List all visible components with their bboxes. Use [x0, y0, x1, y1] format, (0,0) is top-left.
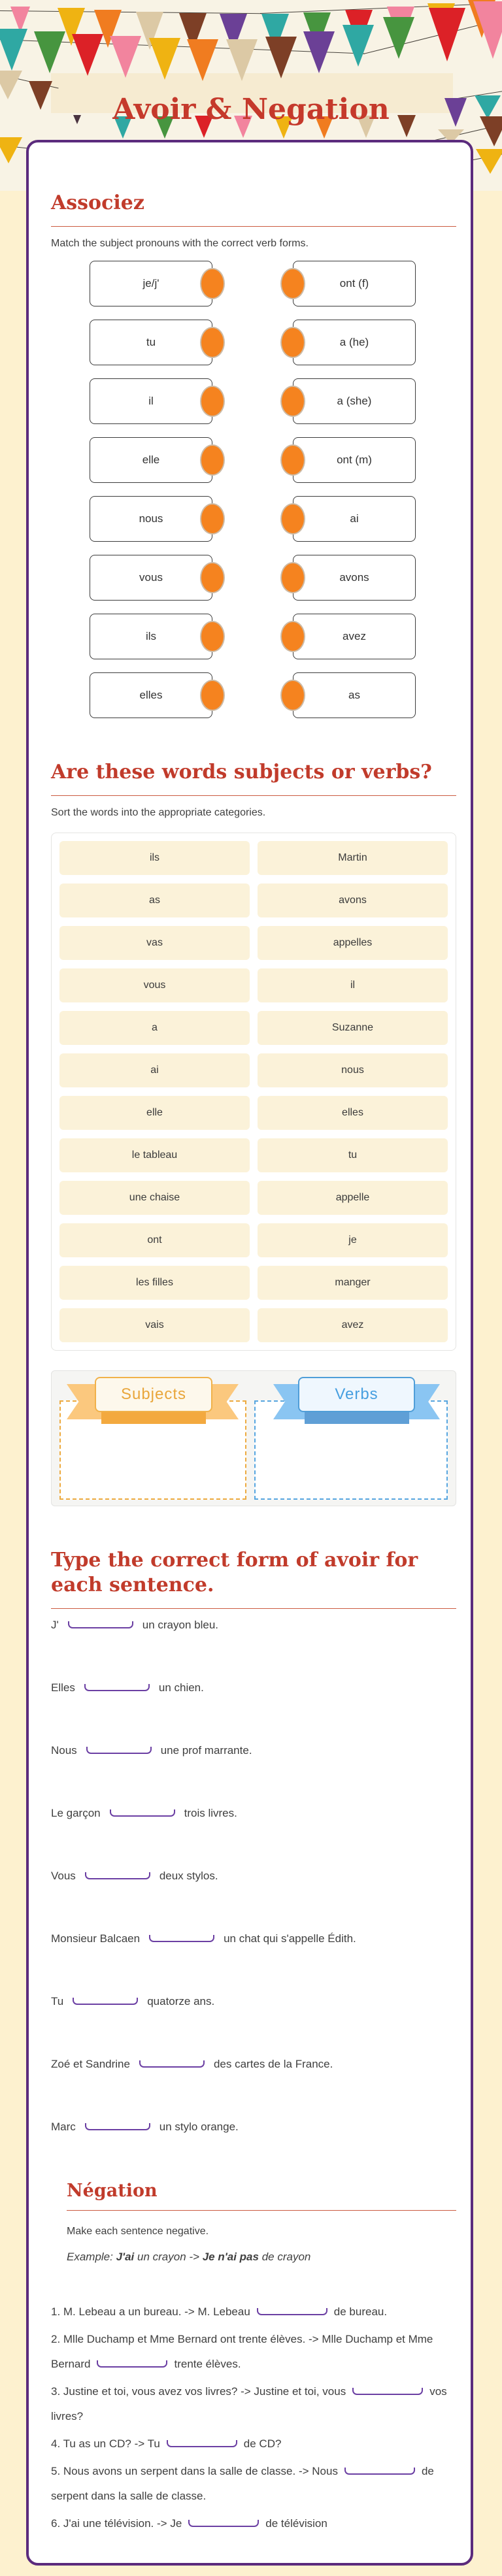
- negation-instruction: Make each sentence negative.: [67, 2226, 209, 2237]
- bunting-flag: [34, 31, 65, 73]
- divider: [51, 795, 456, 796]
- negation-items: [51, 2300, 456, 2536]
- match-connector[interactable]: [200, 386, 225, 417]
- divider: [67, 2210, 456, 2211]
- match-right-box: avez: [293, 614, 416, 659]
- answer-blank[interactable]: [84, 1684, 150, 1691]
- word-chip-container: [51, 833, 456, 1351]
- answer-blank[interactable]: [188, 2520, 259, 2527]
- answer-blank[interactable]: [73, 1998, 138, 2005]
- negation-item: 5. Nous avons un serpent dans la salle de classe. -> Nous de serpent dans la salle de classe.: [51, 2465, 434, 2502]
- word-chip[interactable]: vous: [59, 968, 250, 1002]
- match-connector[interactable]: [200, 680, 225, 711]
- bunting-flag: [72, 34, 103, 76]
- word-chip[interactable]: elle: [59, 1096, 250, 1130]
- word-chip[interactable]: vas: [59, 926, 250, 960]
- answer-blank[interactable]: [110, 1809, 175, 1817]
- negation-header-block: [67, 2180, 456, 2266]
- category-label: Verbs: [298, 1377, 415, 1412]
- section-heading-matching: Associez: [51, 191, 144, 214]
- word-chip[interactable]: une chaise: [59, 1181, 250, 1215]
- word-chip[interactable]: il: [258, 968, 448, 1002]
- match-right-box: a (she): [293, 378, 416, 424]
- matching-instruction: Match the subject pronouns with the correct verb forms.: [51, 238, 309, 249]
- category-panel: [51, 1370, 456, 1506]
- word-chip[interactable]: nous: [258, 1053, 448, 1087]
- match-connector[interactable]: [280, 562, 305, 593]
- match-left-box: il: [90, 378, 212, 424]
- negation-item: 2. Mlle Duchamp et Mme Bernard ont trente élèves. -> Mlle Duchamp et Mme Bernard trente élèves.: [51, 2333, 433, 2370]
- section-heading-sorting: Are these words subjects or verbs?: [51, 761, 432, 784]
- match-left-box: ils: [90, 614, 212, 659]
- match-left-box: vous: [90, 555, 212, 601]
- match-right-box: ont (m): [293, 437, 416, 483]
- match-right-box: avons: [293, 555, 416, 601]
- negation-example: Example: J'ai un crayon -> Je n'ai pas de crayon: [67, 2251, 311, 2263]
- bunting-flag: [429, 8, 465, 61]
- answer-blank[interactable]: [344, 2468, 415, 2475]
- word-chip[interactable]: Martin: [258, 841, 448, 875]
- answer-blank[interactable]: [85, 2123, 150, 2130]
- bunting-flag: [303, 31, 335, 73]
- fill-sentence: Tu quatorze ans.: [51, 1995, 215, 2007]
- match-row: [51, 378, 456, 424]
- word-chip[interactable]: a: [59, 1011, 250, 1045]
- match-connector[interactable]: [280, 327, 305, 358]
- match-row: [51, 555, 456, 601]
- word-chip[interactable]: vais: [59, 1308, 250, 1342]
- match-right-box: a (he): [293, 320, 416, 365]
- match-row: [51, 320, 456, 365]
- section-heading-fill: Type the correct form of avoir for each sentence.: [51, 1549, 418, 1596]
- answer-blank[interactable]: [68, 1621, 133, 1628]
- divider: [51, 226, 456, 227]
- word-chip[interactable]: les filles: [59, 1266, 250, 1300]
- word-chip[interactable]: manger: [258, 1266, 448, 1300]
- fill-sentence: J' un crayon bleu.: [51, 1619, 218, 1631]
- match-left-box: elles: [90, 672, 212, 718]
- match-connector[interactable]: [280, 680, 305, 711]
- bunting-flag: [476, 149, 502, 174]
- answer-blank[interactable]: [139, 2060, 205, 2068]
- bunting-flag: [226, 39, 258, 81]
- match-right-box: ont (f): [293, 261, 416, 306]
- word-chip[interactable]: je: [258, 1223, 448, 1257]
- match-connector[interactable]: [280, 621, 305, 652]
- bunting-flag: [0, 29, 27, 71]
- page-title: Avoir & Negation: [112, 93, 390, 127]
- bunting-flag: [265, 37, 297, 78]
- word-chip[interactable]: appelles: [258, 926, 448, 960]
- answer-blank[interactable]: [257, 2308, 327, 2315]
- fill-sentences: [51, 1615, 456, 2137]
- answer-blank[interactable]: [85, 1872, 150, 1879]
- match-connector[interactable]: [200, 268, 225, 299]
- bunting-flag: [110, 36, 141, 78]
- match-row: [51, 261, 456, 306]
- word-chip[interactable]: le tableau: [59, 1138, 250, 1172]
- bunting-flag: [0, 137, 22, 163]
- match-left-box: nous: [90, 496, 212, 542]
- bunting-flag: [187, 39, 218, 81]
- worksheet-card: [26, 140, 473, 2566]
- answer-blank[interactable]: [149, 1935, 214, 1942]
- fill-sentence: Zoé et Sandrine des cartes de la France.: [51, 2058, 333, 2070]
- bunting-flag: [383, 17, 414, 59]
- word-chip[interactable]: ils: [59, 841, 250, 875]
- fill-sentence: Elles un chien.: [51, 1681, 204, 1694]
- category-label: Subjects: [95, 1377, 212, 1412]
- section-negation: [51, 2180, 456, 2536]
- word-chip[interactable]: avons: [258, 883, 448, 917]
- word-chip[interactable]: ai: [59, 1053, 250, 1087]
- match-connector[interactable]: [280, 503, 305, 535]
- section-heading-negation: Négation: [67, 2181, 158, 2201]
- match-left-box: tu: [90, 320, 212, 365]
- match-connector[interactable]: [280, 268, 305, 299]
- word-chip[interactable]: ont: [59, 1223, 250, 1257]
- match-connector[interactable]: [280, 444, 305, 476]
- match-connector[interactable]: [200, 444, 225, 476]
- match-grid: [51, 261, 456, 718]
- bunting-flag: [473, 1, 502, 59]
- fill-sentence: Vous deux stylos.: [51, 1870, 218, 1882]
- bunting-flag: [149, 38, 180, 80]
- answer-blank[interactable]: [167, 2440, 237, 2447]
- word-chip[interactable]: elles: [258, 1096, 448, 1130]
- bunting-flag: [343, 25, 374, 67]
- match-connector[interactable]: [200, 503, 225, 535]
- match-connector[interactable]: [200, 327, 225, 358]
- answer-blank[interactable]: [86, 1747, 152, 1754]
- fill-sentence: Marc un stylo orange.: [51, 2121, 239, 2133]
- match-right-box: ai: [293, 496, 416, 542]
- match-left-box: elle: [90, 437, 212, 483]
- fill-sentence: Le garçon trois livres.: [51, 1807, 237, 1819]
- fill-sentence: Monsieur Balcaen un chat qui s'appelle Édith.: [51, 1932, 356, 1945]
- answer-blank[interactable]: [352, 2388, 423, 2395]
- match-right-box: as: [293, 672, 416, 718]
- word-chip[interactable]: appelle: [258, 1181, 448, 1215]
- word-chip[interactable]: Suzanne: [258, 1011, 448, 1045]
- match-connector[interactable]: [200, 621, 225, 652]
- match-connector[interactable]: [280, 386, 305, 417]
- negation-item: 4. Tu as un CD? -> Tu de CD?: [51, 2437, 282, 2450]
- match-row: [51, 614, 456, 659]
- word-chip[interactable]: as: [59, 883, 250, 917]
- match-left-box: je/j': [90, 261, 212, 306]
- negation-item: 1. M. Lebeau a un bureau. -> M. Lebeau de bureau.: [51, 2305, 388, 2318]
- negation-item: 6. J'ai une télévision. -> Je de télévision: [51, 2517, 327, 2530]
- word-chip[interactable]: avez: [258, 1308, 448, 1342]
- match-row: [51, 437, 456, 483]
- divider: [51, 1608, 456, 1609]
- answer-blank[interactable]: [97, 2360, 167, 2368]
- word-chip[interactable]: tu: [258, 1138, 448, 1172]
- match-row: [51, 672, 456, 718]
- match-row: [51, 496, 456, 542]
- negation-item: 3. Justine et toi, vous avez vos livres? -> Justine et toi, vous vos livres?: [51, 2385, 447, 2422]
- sorting-instruction: Sort the words into the appropriate categories.: [51, 807, 266, 818]
- fill-sentence: Nous une prof marrante.: [51, 1744, 252, 1757]
- match-connector[interactable]: [200, 562, 225, 593]
